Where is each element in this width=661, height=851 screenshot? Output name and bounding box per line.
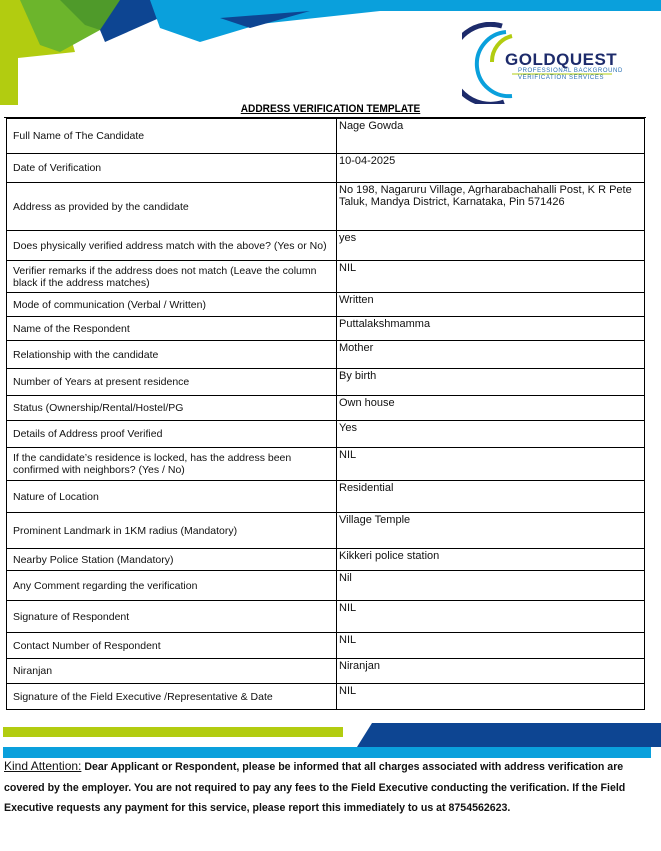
row-label: Nearby Police Station (Mandatory)	[7, 549, 337, 571]
table-row	[7, 231, 645, 261]
row-label: Does physically verified address match with the above? (Yes or No)	[7, 231, 337, 261]
row-value: Written	[337, 293, 645, 317]
row-label: Contact Number of Respondent	[7, 633, 337, 659]
row-value: Nage Gowda	[337, 119, 645, 154]
kind-attention-notice	[4, 756, 654, 819]
row-value: 10-04-2025	[337, 154, 645, 183]
row-value: Niranjan	[337, 659, 645, 684]
table-row	[7, 659, 645, 684]
table-row	[7, 481, 645, 513]
row-value: No 198, Nagaruru Village, Agrharabachahalli Post, K R Pete Taluk, Mandya District, Karnataka, Pin 571426	[337, 183, 645, 231]
table-row	[7, 601, 645, 633]
table-row	[7, 261, 645, 293]
table-row	[7, 183, 645, 231]
row-label: Mode of communication (Verbal / Written)	[7, 293, 337, 317]
row-value: Yes	[337, 421, 645, 448]
row-label: Status (Ownership/Rental/Hostel/PG	[7, 396, 337, 421]
row-label: Signature of Respondent	[7, 601, 337, 633]
row-value: Village Temple	[337, 513, 645, 549]
table-row	[7, 571, 645, 601]
row-label: Relationship with the candidate	[7, 341, 337, 369]
table-row	[7, 633, 645, 659]
row-value: Kikkeri police station	[337, 549, 645, 571]
row-value: NIL	[337, 261, 645, 293]
table-row	[7, 421, 645, 448]
row-label: Full Name of The Candidate	[7, 119, 337, 154]
row-value: Mother	[337, 341, 645, 369]
table-row	[7, 448, 645, 481]
logo-tagline: PROFESSIONAL BACKGROUND VERIFICATION SERVICES	[518, 68, 623, 81]
table-row	[7, 317, 645, 341]
row-value: NIL	[337, 684, 645, 710]
table-row	[7, 549, 645, 571]
table-row	[7, 369, 645, 396]
row-value: Own house	[337, 396, 645, 421]
row-label: If the candidate’s residence is locked, has the address been confirmed with neighbors? (Yes / No)	[7, 448, 337, 481]
page-title: ADDRESS VERIFICATION TEMPLATE	[240, 103, 421, 115]
row-value: Nil	[337, 571, 645, 601]
row-label: Date of Verification	[7, 154, 337, 183]
row-label: Name of the Respondent	[7, 317, 337, 341]
row-value: yes	[337, 231, 645, 261]
row-label: Prominent Landmark in 1KM radius (Mandatory)	[7, 513, 337, 549]
notice-heading: Kind Attention:	[4, 759, 82, 773]
row-label: Details of Address proof Verified	[7, 421, 337, 448]
notice-text: Dear Applicant or Respondent, please be informed that all charges associated with address verification are covered by the employer. You are not required to pay any fees to the Field Executive conducting the verification. If the Field Executive requests any payment for this service, please report this immediately to us at 8754562623.	[4, 761, 626, 814]
table-row	[7, 341, 645, 369]
row-label: Verifier remarks if the address does not match (Leave the column black if the address matches)	[7, 261, 337, 293]
row-value: NIL	[337, 633, 645, 659]
row-label: Niranjan	[7, 659, 337, 684]
row-label: Signature of the Field Executive /Representative & Date	[7, 684, 337, 710]
row-value: NIL	[337, 448, 645, 481]
verification-table	[6, 118, 645, 710]
row-label: Nature of Location	[7, 481, 337, 513]
row-value: Residential	[337, 481, 645, 513]
table-row	[7, 684, 645, 710]
table-row	[7, 513, 645, 549]
row-value: Puttalakshmamma	[337, 317, 645, 341]
logo-name: GOLDQUEST	[505, 50, 618, 69]
row-label: Any Comment regarding the verification	[7, 571, 337, 601]
table-row	[7, 293, 645, 317]
row-label: Number of Years at present residence	[7, 369, 337, 396]
table-row	[7, 396, 645, 421]
row-label: Address as provided by the candidate	[7, 183, 337, 231]
table-row	[7, 119, 645, 154]
footer-banner	[0, 718, 661, 758]
row-value: NIL	[337, 601, 645, 633]
row-value: By birth	[337, 369, 645, 396]
table-row	[7, 154, 645, 183]
